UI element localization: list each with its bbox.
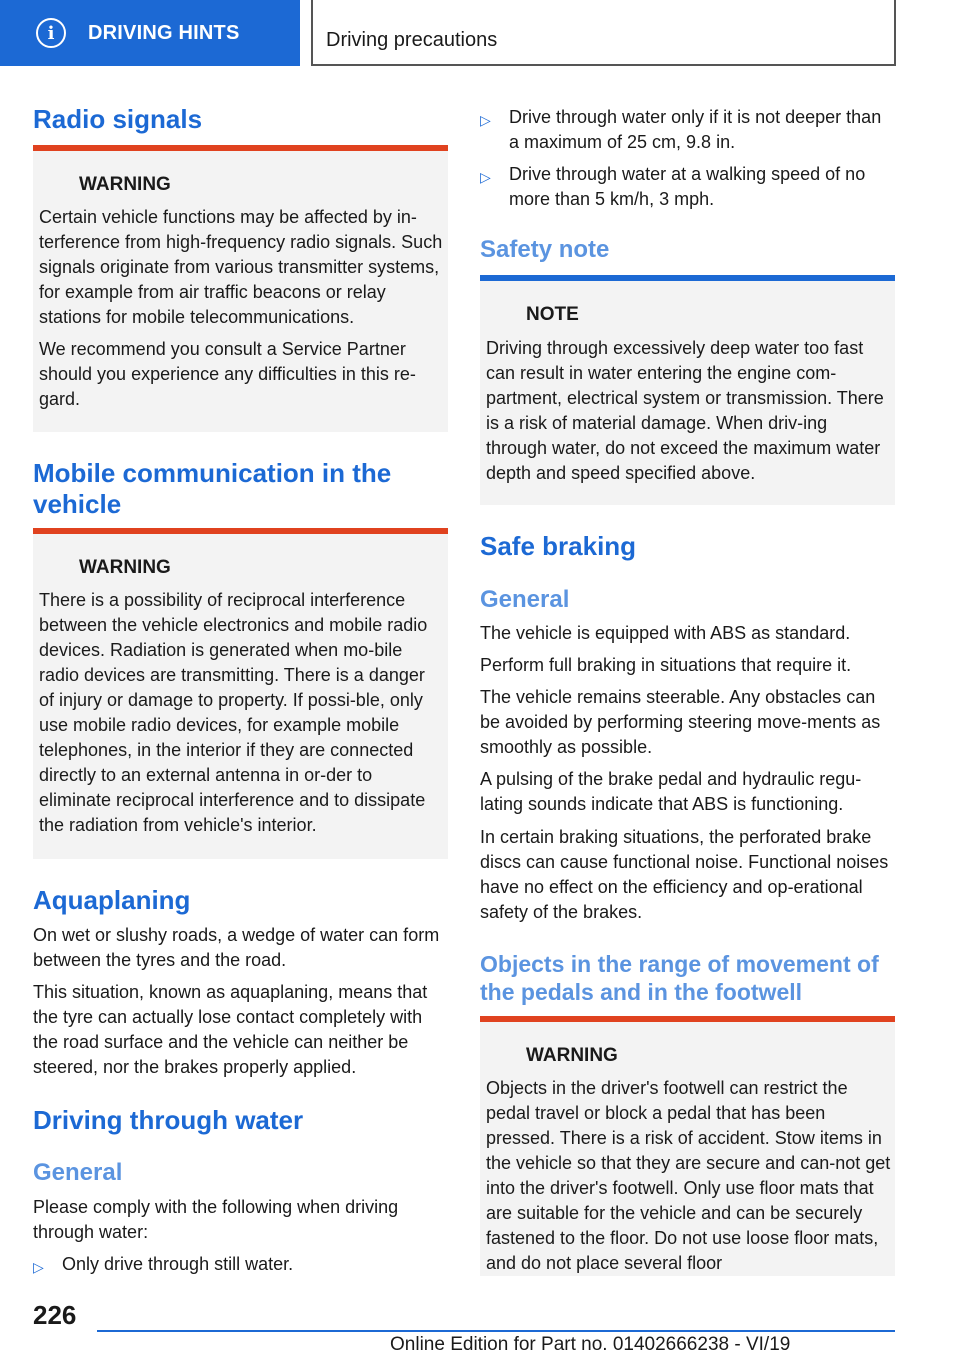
heading-mobile-communication: Mobile communication in the vehicle [33, 458, 392, 519]
warning-bar [480, 1016, 895, 1022]
warning-text: Objects in the driver's footwell can restrict the pedal travel or block a pedal that has been pressed. There is a risk of accident. Stow items in the vehicle so that they are secure and can-not get into the driver's footwell. Only use floor mats that are suitable for the vehicle and can be securely fastened to the floor. Do not use loose floor mats, and do not place several floor [486, 1078, 891, 1273]
warning-label: WARNING [526, 1045, 618, 1066]
list-item [480, 162, 895, 212]
heading-aquaplaning: Aquaplaning [33, 885, 191, 915]
header-divider [311, 0, 313, 66]
heading-radio-signals: Radio signals [33, 104, 203, 134]
info-icon: i [36, 18, 66, 48]
body-text: Please comply with the following when driving through water: [33, 1197, 399, 1242]
warning-box-radio [33, 145, 448, 432]
list-item [33, 1252, 448, 1277]
bullet-triangle-icon: ▷ [480, 112, 491, 128]
body-text: This situation, known as aquaplaning, means that the tyre can actually lose contact completely with the road surface and the vehicle can neither be steered, nor the brakes properly applied. [33, 982, 428, 1077]
warning-box-mobile [33, 528, 448, 859]
note-bar [480, 275, 895, 281]
heading-driving-through-water: Driving through water [33, 1105, 304, 1135]
subheading-objects-pedals: Objects in the range of movement of the pedals and in the footwell [480, 951, 879, 1005]
warning-bar [33, 528, 448, 534]
body-text: The vehicle is equipped with ABS as standard. [480, 623, 851, 643]
list-item-text: Drive through water only if it is not deeper than a maximum of 25 cm, 9.8 in. [509, 107, 882, 152]
body-text: In certain braking situations, the perforated brake discs can cause functional noise. Functional noises have no effect on the efficiency and op-erational safety of the brakes. [480, 827, 889, 922]
note-label: NOTE [526, 304, 579, 325]
list-item [480, 105, 895, 155]
footer-rule [97, 1330, 895, 1332]
header-underline [311, 64, 896, 66]
subheading-general: General [480, 586, 570, 613]
subheading-safety-note: Safety note [480, 236, 610, 263]
warning-text: Certain vehicle functions may be affected by in-terference from high-frequency radio signals. Such signals originate from various transmitter systems, for example from air traffic beacons or relay stations for mobile telecommunications. [39, 207, 443, 327]
warning-text: We recommend you consult a Service Partner should you experience any difficulties in this re-gard. [39, 339, 416, 409]
body-text: The vehicle remains steerable. Any obstacles can be avoided by performing steering move-ments as smoothly as possible. [480, 687, 881, 757]
warning-label: WARNING [79, 174, 171, 195]
list-item-text: Drive through water at a walking speed of no more than 5 km/h, 3 mph. [509, 164, 866, 209]
page-title: Driving precautions [326, 29, 498, 51]
subheading-general: General [33, 1159, 123, 1186]
heading-safe-braking: Safe braking [480, 531, 637, 561]
footer-edition: Online Edition for Part no. 01402666238 - VI/19 [390, 1334, 791, 1355]
warning-box-footwell [480, 1016, 895, 1276]
header-divider [894, 0, 896, 66]
note-text: Driving through excessively deep water too fast can result in water entering the engine com-partment, electrical system or transmission. There is a risk of material damage. When driv-ing through water, do not exceed the maximum water depth and speed specified above. [486, 338, 884, 483]
body-text: Perform full braking in situations that require it. [480, 655, 852, 675]
section-tab[interactable] [0, 0, 300, 66]
warning-bar [33, 145, 448, 151]
list-item-text: Only drive through still water. [62, 1254, 294, 1274]
page-number: 226 [33, 1300, 77, 1330]
warning-text: There is a possibility of reciprocal interference between the vehicle electronics and mobile radio devices. Radiation is generated when mo-bile radio devices are transmitting. There is a danger of injury or damage to property. If possi-ble, only use mobile radio devices, for example mobile telephones, in the interior if they are connected directly to an external antenna in or-der to eliminate reciprocal interference and to dissipate the radiation from vehicle's interior. [39, 590, 428, 835]
body-text: On wet or slushy roads, a wedge of water can form between the tyres and the road. [33, 925, 440, 970]
note-box-water [480, 275, 895, 505]
body-text: A pulsing of the brake pedal and hydraulic regu-lating sounds indicate that ABS is functioning. [480, 769, 862, 814]
section-label: DRIVING HINTS [88, 21, 240, 44]
warning-label: WARNING [79, 557, 171, 578]
bullet-triangle-icon: ▷ [480, 169, 491, 185]
bullet-triangle-icon: ▷ [33, 1259, 44, 1275]
